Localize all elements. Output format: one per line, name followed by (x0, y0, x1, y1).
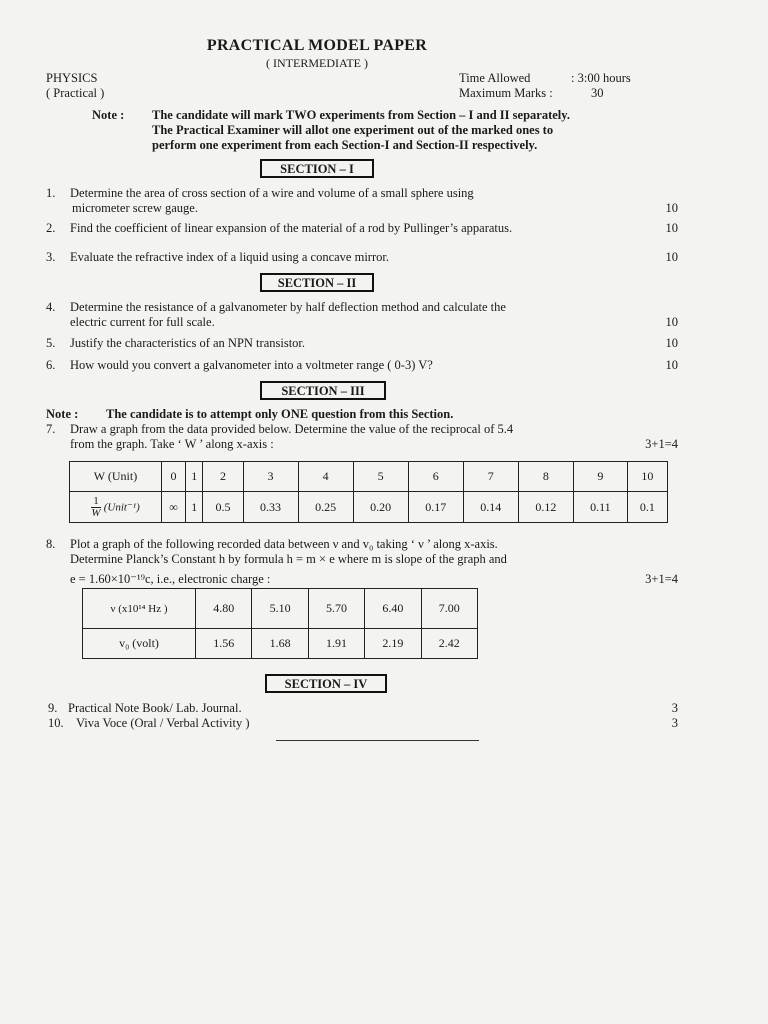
note-label: Note : (46, 407, 79, 421)
table-cell: 1.91 (308, 629, 364, 659)
table-cell: 3 (243, 462, 298, 492)
question-number: 3. (46, 250, 56, 264)
table-cell: 0.33 (243, 492, 298, 523)
table-cell: 6.40 (365, 589, 421, 629)
question-marks: 10 (665, 336, 678, 350)
end-divider (276, 740, 479, 741)
table-cell: 0.5 (203, 492, 243, 523)
table-cell: 0.14 (463, 492, 518, 523)
table-cell: 1 (185, 462, 203, 492)
question-text: Viva Voce (Oral / Verbal Activity ) (76, 716, 250, 730)
note-label: Note : (92, 108, 125, 122)
table-cell: 1.68 (252, 629, 308, 659)
question-text: Evaluate the refractive index of a liquid using a concave mirror. (70, 250, 389, 264)
table-header-cell (70, 492, 162, 523)
question-number: 5. (46, 336, 56, 350)
question-text: Determine the area of cross section of a wire and volume of a small sphere using (70, 186, 474, 200)
question-text: Draw a graph from the data provided below. Determine the value of the reciprocal of 5.4 (70, 422, 514, 436)
question-marks: 10 (665, 201, 678, 215)
note-line: The candidate will mark TWO experiments from Section – I and II separately. (152, 108, 570, 122)
subject-label: PHYSICS (46, 71, 98, 85)
table-header-cell: ν (x10¹⁴ Hz ) (83, 589, 196, 629)
table-cell: 5.10 (252, 589, 308, 629)
question-marks: 10 (665, 221, 678, 235)
question-marks: 10 (665, 250, 678, 264)
table-cell: 0.25 (298, 492, 353, 523)
table-cell: 0.12 (518, 492, 573, 523)
table-cell: 1 (185, 492, 203, 523)
question-marks: 3 (671, 701, 678, 715)
unit-label: (Unit⁻¹) (103, 500, 140, 513)
table-cell: 0.20 (353, 492, 408, 523)
table-cell: 0.17 (408, 492, 463, 523)
table-header-cell: v₀ (volt) (83, 629, 196, 659)
page-subtitle: ( INTERMEDIATE ) (266, 56, 368, 70)
data-table-w (69, 461, 668, 523)
table-cell: 7 (463, 462, 518, 492)
question-number: 6. (46, 358, 56, 372)
table-cell: 8 (518, 462, 573, 492)
section-heading: SECTION – I (260, 159, 374, 178)
note-line: The Practical Examiner will allot one experiment out of the marked ones to (152, 123, 554, 137)
question-number: 7. (46, 422, 56, 436)
table-cell: 10 (627, 462, 667, 492)
table-cell: 2 (203, 462, 243, 492)
table-cell: 1.56 (196, 629, 252, 659)
question-number: 4. (46, 300, 56, 314)
fraction (91, 496, 101, 519)
section-heading: SECTION – IV (265, 674, 387, 693)
table-cell: 0.1 (627, 492, 667, 523)
question-text: Determine Planck’s Constant h by formula h = m × e where m is slope of the graph and (70, 552, 507, 566)
page-title: PRACTICAL MODEL PAPER (206, 37, 428, 54)
table-cell: 2.19 (365, 629, 421, 659)
table-cell: 5.70 (308, 589, 364, 629)
max-marks-value: 30 (591, 86, 604, 100)
table-cell: 6 (408, 462, 463, 492)
section-heading: SECTION – III (260, 381, 386, 400)
question-marks: 10 (665, 315, 678, 329)
table-cell: 2.42 (421, 629, 477, 659)
table-row (83, 589, 478, 629)
table-cell: 7.00 (421, 589, 477, 629)
question-text: Practical Note Book/ Lab. Journal. (68, 701, 242, 715)
question-text: electric current for full scale. (70, 315, 215, 329)
question-text: e = 1.60×10⁻¹⁹c, i.e., electronic charge : (70, 572, 271, 586)
table-cell: 0.11 (573, 492, 627, 523)
question-text: Determine the resistance of a galvanometer by half deflection method and calculate the (70, 300, 506, 314)
question-marks: 3+1=4 (645, 437, 678, 451)
question-marks: 3+1=4 (645, 572, 678, 586)
section-heading: SECTION – II (260, 273, 374, 292)
fraction-numerator: 1 (93, 494, 99, 507)
subject-type: ( Practical ) (46, 86, 105, 100)
question-number: 2. (46, 221, 56, 235)
time-allowed-label: Time Allowed (459, 71, 531, 85)
table-row (83, 629, 478, 659)
table-cell: 5 (353, 462, 408, 492)
table-cell: ∞ (162, 492, 186, 523)
question-number: 1. (46, 186, 56, 200)
table-row (70, 462, 668, 492)
question-marks: 3 (671, 716, 678, 730)
note-line: The candidate is to attempt only ONE question from this Section. (106, 407, 454, 421)
table-cell: 0 (162, 462, 186, 492)
question-number: 9. (48, 701, 58, 715)
table-cell: 4 (298, 462, 353, 492)
question-number: 10. (48, 716, 64, 730)
fraction-denominator: W (91, 506, 101, 519)
question-text: from the graph. Take ‘ W ’ along x-axis : (70, 437, 274, 451)
question-text: Plot a graph of the following recorded data between ν and v₀ taking ‘ ν ’ along x-axis. (70, 537, 498, 551)
question-text: micrometer screw gauge. (72, 201, 198, 215)
question-text: How would you convert a galvanometer into a voltmeter range ( 0-3) V? (70, 358, 433, 372)
max-marks-label: Maximum Marks : (459, 86, 553, 100)
table-header-cell: W (Unit) (70, 462, 162, 492)
table-row (70, 492, 668, 523)
question-number: 8. (46, 537, 56, 551)
question-text: Find the coefficient of linear expansion of the material of a rod by Pullinger’s apparatus. (70, 221, 513, 235)
question-marks: 10 (665, 358, 678, 372)
time-allowed-value: : 3:00 hours (571, 71, 631, 85)
question-text: Justify the characteristics of an NPN transistor. (70, 336, 306, 350)
note-line: perform one experiment from each Section-I and Section-II respectively. (152, 138, 538, 152)
data-table-nu (82, 588, 478, 659)
table-cell: 9 (573, 462, 627, 492)
table-cell: 4.80 (196, 589, 252, 629)
